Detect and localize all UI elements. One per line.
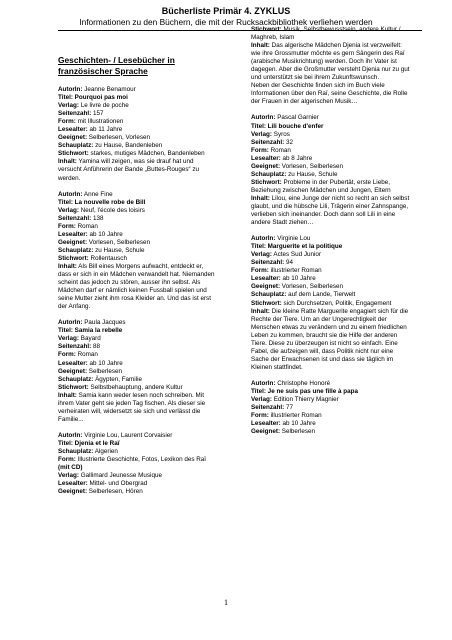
field-value: auf dem Lande, Tierwelt bbox=[286, 291, 356, 299]
field-label: Verlag: bbox=[58, 472, 79, 480]
field-label: Schauplatz: bbox=[58, 246, 94, 254]
field-label: Stichwort: bbox=[251, 178, 282, 186]
entry-line bbox=[58, 102, 218, 110]
field-value: Die kleine Ratte Marguerite engagiert sich für die Rechte der Tiere. Um an der Ungerechtigkeit der Menschen etwas zu verändern und zu einem friedlichen Leben zu kommen, braucht sie die Hilfe der anderen Tiere. Diese zu überzeugen ist nicht so einfach. Eine Fabel, die aufzeigen will, dass Politik nicht nur eine Sache der Erwachsenen ist und dass sie täglich im Kleinen stattfindet. bbox=[251, 307, 409, 371]
field-value: 94 bbox=[284, 259, 294, 267]
field-label: Geeignet: bbox=[251, 283, 281, 291]
field-value: Ägypten, Familie bbox=[93, 375, 142, 383]
field-label: Inhalt: bbox=[58, 262, 77, 270]
field-label: Form: bbox=[251, 146, 269, 154]
book-entry bbox=[58, 432, 218, 496]
field-label: Titel: bbox=[58, 327, 73, 335]
entry-line bbox=[58, 440, 218, 448]
field-value: Illustrierte Geschichte, Fotos, Lexikon des Raï bbox=[75, 456, 207, 464]
field-label: Form: bbox=[58, 351, 76, 359]
field-value: Mittel- und Obergrad bbox=[87, 480, 148, 488]
page-number: 1 bbox=[224, 598, 228, 607]
field-label: Verlag: bbox=[251, 396, 272, 404]
field-value: Edition Thierry Magnier bbox=[272, 396, 339, 404]
field-value: Musik, Selbstbewusstsein, andere Kultur / Maghreb, Islam bbox=[251, 26, 401, 42]
field-label: Titel: bbox=[251, 387, 266, 395]
field-label: Inhalt: bbox=[58, 158, 77, 166]
entry-line bbox=[58, 384, 218, 392]
entry-line bbox=[251, 114, 411, 122]
book-entry bbox=[58, 191, 218, 312]
field-value: ab 8 Jahre bbox=[280, 154, 313, 162]
field-label: Titel: bbox=[251, 243, 266, 251]
field-label: Schauplatz: bbox=[58, 447, 94, 455]
entry-line bbox=[58, 150, 218, 158]
field-label: Verlag: bbox=[251, 251, 272, 259]
field-label: Seitenzahl: bbox=[58, 110, 92, 118]
field-label: Titel: bbox=[251, 122, 266, 130]
field-value: Yamina will zeigen, was sie drauf hat und versucht Anführerin der Bande „Buttes-Rouges“ zu werden. bbox=[58, 158, 200, 182]
field-value: Jeanne Benamour bbox=[82, 86, 136, 93]
entry-line bbox=[58, 247, 218, 255]
field-label: Lesealter: bbox=[58, 230, 88, 238]
field-label: Lesealter: bbox=[251, 420, 281, 428]
field-value: ab 10 Jahre bbox=[280, 420, 316, 428]
field-label: Seitenzahl: bbox=[251, 138, 285, 146]
right-entry-list bbox=[251, 26, 411, 436]
field-label: Verlag: bbox=[58, 335, 79, 343]
field-label: Titel: bbox=[58, 198, 73, 206]
entry-line bbox=[58, 158, 218, 182]
field-label: Geeignet: bbox=[251, 162, 281, 170]
entry-line bbox=[58, 199, 218, 207]
entry-line bbox=[58, 263, 218, 311]
entry-line bbox=[251, 235, 411, 243]
field-value: Le livre de poche bbox=[79, 102, 129, 110]
field-label: Seitenzahl: bbox=[58, 343, 92, 351]
entry-line bbox=[58, 392, 218, 424]
entry-line bbox=[58, 368, 218, 376]
document-subtitle: Informationen zu den Büchern, die mit der Rucksackbibliothek verliehen werden bbox=[79, 17, 373, 27]
field-value: Pourquoi pas moi bbox=[72, 94, 128, 102]
field-value: illustrierter Roman bbox=[268, 267, 322, 275]
field-value: Selberlesen, Vorlesen bbox=[87, 134, 151, 142]
field-label: Stichwort: bbox=[58, 254, 89, 262]
field-value: Paula Jacques bbox=[82, 319, 126, 327]
entry-line bbox=[58, 472, 218, 480]
entry-line bbox=[58, 319, 218, 327]
field-label: AutorIn: bbox=[58, 431, 83, 439]
entry-line bbox=[58, 335, 218, 343]
field-label: Inhalt: bbox=[251, 194, 270, 202]
entry-line bbox=[251, 131, 411, 139]
field-value: Lilou, eine Junge der nicht so recht an sich selbst glaubt, und die hübsche Lili, Trägerin einer Zahnspange, verlieben sich ineinander. Doch dann soll Lili in eine andere Stadt ziehen… bbox=[251, 194, 410, 227]
field-label: Schauplatz: bbox=[251, 291, 287, 299]
entry-line bbox=[251, 82, 411, 106]
entry-line bbox=[251, 251, 411, 259]
field-value: Bayard bbox=[79, 335, 101, 343]
entry-line bbox=[251, 42, 411, 82]
entry-line bbox=[58, 351, 218, 359]
field-value: ab 11 Jahre bbox=[87, 126, 123, 134]
entry-line bbox=[58, 239, 218, 247]
entry-line bbox=[251, 243, 411, 251]
field-label: Stichwort: bbox=[251, 299, 282, 307]
field-value: Als Bill eines Morgens aufwacht, entdeckt er, dass er sich in ein Mädchen verwandelt hat. Niemanden scheint das jedoch zu stören, ausser ihn selbst. Als Mädchen darf er nämlich keinen Fussball spielen und seine Mutter zieht ihm rosa Kleider an. Und das ist erst der Anfang. bbox=[58, 262, 215, 311]
entry-line bbox=[251, 428, 411, 436]
field-label: Titel: bbox=[58, 94, 73, 102]
field-label: Form: bbox=[58, 222, 76, 230]
entry-line bbox=[58, 142, 218, 150]
field-value: Samia kann weder lesen noch schreiben. Mit ihrem Vater geht sie jeden Tag fischen. Als dieser sie verheiraten will, widersetzt sie sich und verlässt die Familie... bbox=[58, 391, 206, 423]
field-label: AutorIn: bbox=[251, 114, 276, 122]
field-label: Stichwort: bbox=[58, 383, 89, 391]
field-value: Djenia et le Raï bbox=[72, 439, 120, 447]
field-label: Inhalt: bbox=[58, 391, 77, 399]
field-value: Gallimard Jeunesse Musique bbox=[79, 472, 162, 480]
field-label: Form: bbox=[58, 118, 76, 126]
entry-line bbox=[58, 118, 218, 126]
entry-line bbox=[58, 432, 218, 440]
entry-line bbox=[58, 126, 218, 134]
field-value: zu Hause, Bandenleben bbox=[93, 142, 163, 150]
field-label: Inhalt: bbox=[251, 307, 270, 315]
field-value: Das algerische Mädchen Djenia ist verzweifelt: wie ihre Grossmutter möchte es gern Sängerin des Raï (arabische Musikrichtung) werden. Doch ihr Vater ist dagegen. Aber die Großmutter versteht Djenia nur zu gut und unterstützt sie bei ihrem Zukunftswunsch. bbox=[251, 42, 410, 82]
entry-line bbox=[58, 223, 218, 231]
field-label: AutorIn: bbox=[58, 190, 83, 198]
field-label: AutorIn: bbox=[251, 379, 276, 387]
book-entry bbox=[251, 114, 411, 227]
field-label: Geeignet: bbox=[251, 428, 281, 436]
field-label: Seitenzahl: bbox=[58, 214, 92, 222]
book-entry bbox=[251, 380, 411, 436]
field-value: illustrierter Roman bbox=[268, 412, 322, 420]
entry-line bbox=[58, 94, 218, 102]
entry-line bbox=[58, 231, 218, 239]
book-entry bbox=[58, 319, 218, 424]
field-label: Verlag: bbox=[58, 102, 79, 110]
field-label: AutorIn: bbox=[58, 319, 83, 327]
field-label: Inhalt: bbox=[251, 42, 270, 50]
entry-line bbox=[251, 171, 411, 179]
book-entry bbox=[251, 235, 411, 372]
field-value: Roman bbox=[268, 146, 291, 154]
field-value: La nouvelle robe de Bill bbox=[72, 198, 146, 206]
field-value: mit Illustrationen bbox=[75, 118, 124, 126]
entry-line bbox=[58, 360, 218, 368]
entry-line bbox=[251, 123, 411, 131]
field-label: Seitenzahl: bbox=[251, 404, 285, 412]
field-value: Pascal Garnier bbox=[275, 114, 319, 122]
entry-line bbox=[251, 179, 411, 195]
field-value: Anne Fine bbox=[82, 190, 113, 198]
field-label: Stichwort: bbox=[58, 150, 89, 158]
field-value: Virginie Lou bbox=[275, 235, 311, 243]
field-label: Stichwort: bbox=[251, 26, 282, 33]
field-value: Selberlesen bbox=[280, 428, 316, 436]
field-value: Virginie Lou, Laurent Corvaisier bbox=[82, 431, 173, 439]
entry-line bbox=[251, 388, 411, 396]
field-value: Selbstbehauptung, andere Kultur bbox=[88, 383, 183, 391]
left-entry-list bbox=[58, 86, 218, 496]
entry-line bbox=[58, 134, 218, 142]
field-label: Geeignet: bbox=[58, 238, 88, 246]
field-label: AutorIn: bbox=[251, 235, 276, 243]
field-value: Marguerite et la politique bbox=[265, 243, 343, 251]
left-column bbox=[58, 35, 218, 504]
field-label: Lesealter: bbox=[58, 480, 88, 488]
entry-line bbox=[58, 327, 218, 335]
field-label: Geeignet: bbox=[58, 367, 88, 375]
field-label: Lesealter: bbox=[251, 275, 281, 283]
field-value-emphasis: (mit CD) bbox=[58, 464, 83, 472]
field-value: Vorlesen, Selberlesen bbox=[87, 238, 151, 246]
entry-line bbox=[58, 86, 218, 94]
field-label: Form: bbox=[251, 412, 269, 420]
entry-line bbox=[251, 139, 411, 147]
field-value: Probleme in der Pubertät, erste Liebe, Beziehung zwischen Mädchen und Jungen, Eltern bbox=[251, 178, 391, 194]
entry-line bbox=[58, 488, 218, 496]
field-label: Verlag: bbox=[251, 130, 272, 138]
field-label: Schauplatz: bbox=[58, 142, 94, 150]
field-label: Seitenzahl: bbox=[251, 259, 285, 267]
field-label: Geeignet: bbox=[58, 134, 88, 142]
field-label: Lesealter: bbox=[251, 154, 281, 162]
entry-line bbox=[58, 110, 218, 118]
entry-line bbox=[58, 448, 218, 456]
entry-line bbox=[58, 191, 218, 199]
book-entry bbox=[251, 26, 411, 106]
entry-line bbox=[58, 456, 218, 472]
entry-line bbox=[251, 195, 411, 227]
field-value: Je ne suis pas une fille à papa bbox=[265, 387, 358, 395]
field-value: Selberlesen, Hören bbox=[87, 488, 143, 496]
entry-line bbox=[251, 308, 411, 372]
section-title: Geschichten- / Lesebücher in französischer Sprache bbox=[58, 55, 175, 76]
field-value: starkes, mutiges Mädchen, Bandenleben bbox=[88, 150, 205, 158]
entry-line bbox=[251, 155, 411, 163]
entry-line bbox=[251, 147, 411, 155]
field-value: Lili bouche d'enfer bbox=[265, 122, 324, 130]
field-value: Samia la rebelle bbox=[72, 327, 123, 335]
field-value: Roman bbox=[75, 351, 98, 359]
field-value: Neuf, l'école des loisirs bbox=[79, 206, 145, 214]
entry-line bbox=[58, 255, 218, 263]
entry-line bbox=[251, 380, 411, 388]
field-value: Vorlesen, Selberlesen bbox=[280, 162, 344, 170]
field-label: Verlag: bbox=[58, 206, 79, 214]
field-label: Titel: bbox=[58, 439, 73, 447]
field-value: Selberlesen bbox=[87, 367, 123, 375]
right-column bbox=[251, 26, 411, 444]
entry-line bbox=[251, 396, 411, 404]
field-label: Schauplatz: bbox=[58, 375, 94, 383]
field-value: 157 bbox=[91, 110, 104, 118]
field-value: Syros bbox=[272, 130, 290, 138]
field-value: Neben der Geschichte finden sich im Buch viele Informationen über den Raï, seine Geschichte, die Rolle der Frauen in der algerischen Musik… bbox=[251, 82, 408, 106]
entry-line bbox=[251, 291, 411, 299]
entry-line bbox=[251, 26, 411, 42]
field-value: Algerien bbox=[93, 447, 118, 455]
field-value: Rollentausch bbox=[88, 254, 127, 262]
field-label: AutorIn: bbox=[58, 86, 83, 93]
field-value: 32 bbox=[284, 138, 294, 146]
field-value: Vorlesen, Selberlesen bbox=[280, 283, 344, 291]
entry-line bbox=[58, 343, 218, 351]
field-value: sich Durchsetzen, Politik, Engagement bbox=[281, 299, 392, 307]
entry-line bbox=[58, 376, 218, 384]
entry-line bbox=[58, 215, 218, 223]
field-value: ab 10 Jahre bbox=[87, 359, 123, 367]
field-label: Lesealter: bbox=[58, 359, 88, 367]
field-value: ab 10 Jahre bbox=[87, 230, 123, 238]
field-value: 88 bbox=[91, 343, 101, 351]
field-value: Roman bbox=[75, 222, 98, 230]
entry-line bbox=[58, 480, 218, 488]
entry-line bbox=[251, 163, 411, 171]
field-value: 138 bbox=[91, 214, 104, 222]
field-value: Actes Sud Junior bbox=[272, 251, 322, 259]
field-label: Lesealter: bbox=[58, 126, 88, 134]
field-value: zu Hause, Schule bbox=[93, 246, 145, 254]
field-value: 77 bbox=[284, 404, 294, 412]
entry-line bbox=[251, 420, 411, 428]
entry-line bbox=[58, 207, 218, 215]
entry-line bbox=[251, 283, 411, 291]
entry-line bbox=[251, 267, 411, 275]
page-header bbox=[0, 6, 452, 28]
field-value: Christophe Honoré bbox=[275, 379, 331, 387]
document-title: Bücherliste Primär 4. ZYKLUS bbox=[161, 6, 291, 16]
entry-line bbox=[251, 300, 411, 308]
entry-line bbox=[251, 412, 411, 420]
field-label: Form: bbox=[58, 456, 76, 464]
field-label: Geeignet: bbox=[58, 488, 88, 496]
book-entry bbox=[58, 86, 218, 183]
field-value: ab 10 Jahre bbox=[280, 275, 316, 283]
entry-line bbox=[251, 259, 411, 267]
entry-line bbox=[251, 404, 411, 412]
field-label: Schauplatz: bbox=[251, 170, 287, 178]
field-value: zu Hause, Schule bbox=[286, 170, 338, 178]
entry-line bbox=[251, 275, 411, 283]
field-label: Form: bbox=[251, 267, 269, 275]
